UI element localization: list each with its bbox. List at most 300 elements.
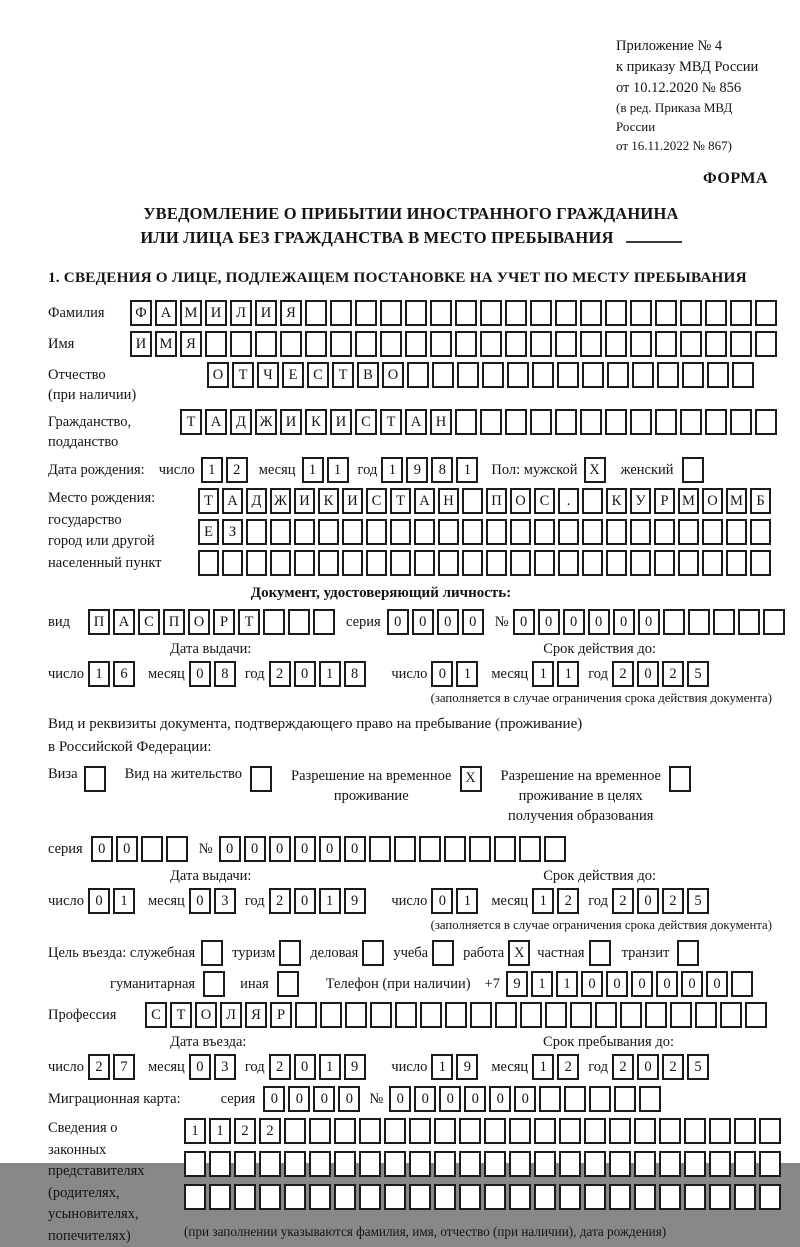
- char-box[interactable]: [580, 331, 602, 357]
- char-box[interactable]: [434, 1151, 456, 1177]
- char-box[interactable]: [470, 1002, 492, 1028]
- char-box[interactable]: 0: [637, 1054, 659, 1080]
- char-box[interactable]: [345, 1002, 367, 1028]
- char-box[interactable]: 8: [214, 661, 236, 687]
- char-box[interactable]: [584, 1184, 606, 1210]
- char-box[interactable]: [309, 1151, 331, 1177]
- char-box[interactable]: [755, 409, 777, 435]
- char-box[interactable]: [438, 519, 459, 545]
- char-box[interactable]: Ж: [270, 488, 291, 514]
- char-box[interactable]: [342, 550, 363, 576]
- char-box[interactable]: Т: [198, 488, 219, 514]
- char-box[interactable]: 1: [456, 457, 478, 483]
- char-box[interactable]: [313, 609, 335, 635]
- char-box[interactable]: 0: [656, 971, 678, 997]
- char-box[interactable]: [259, 1184, 281, 1210]
- char-box[interactable]: [655, 331, 677, 357]
- char-box[interactable]: 5: [687, 888, 709, 914]
- char-box[interactable]: А: [113, 609, 135, 635]
- char-box[interactable]: 1: [209, 1118, 231, 1144]
- char-box[interactable]: С: [355, 409, 377, 435]
- char-box[interactable]: [620, 1002, 642, 1028]
- char-box[interactable]: [584, 1151, 606, 1177]
- char-box[interactable]: [246, 550, 267, 576]
- char-box[interactable]: Т: [170, 1002, 192, 1028]
- char-box[interactable]: [409, 1184, 431, 1210]
- char-box[interactable]: 1: [319, 1054, 341, 1080]
- char-box[interactable]: [654, 550, 675, 576]
- char-box[interactable]: [582, 550, 603, 576]
- char-box[interactable]: [720, 1002, 742, 1028]
- char-box[interactable]: Б: [750, 488, 771, 514]
- char-box[interactable]: [280, 331, 302, 357]
- char-box[interactable]: 8: [344, 661, 366, 687]
- char-box[interactable]: [457, 362, 479, 388]
- char-box[interactable]: [709, 1118, 731, 1144]
- char-box[interactable]: [639, 1086, 661, 1112]
- char-box[interactable]: 1: [302, 457, 324, 483]
- char-box[interactable]: [558, 519, 579, 545]
- char-box[interactable]: [484, 1118, 506, 1144]
- char-box[interactable]: 0: [431, 661, 453, 687]
- char-box[interactable]: Т: [238, 609, 260, 635]
- char-box[interactable]: [407, 362, 429, 388]
- char-box[interactable]: 0: [387, 609, 409, 635]
- char-box[interactable]: .: [558, 488, 579, 514]
- char-box[interactable]: [730, 331, 752, 357]
- char-box[interactable]: В: [357, 362, 379, 388]
- char-box[interactable]: [606, 519, 627, 545]
- char-box[interactable]: О: [510, 488, 531, 514]
- char-box[interactable]: [682, 457, 704, 483]
- char-box[interactable]: [305, 300, 327, 326]
- char-box[interactable]: А: [414, 488, 435, 514]
- char-box[interactable]: [730, 300, 752, 326]
- char-box[interactable]: [659, 1184, 681, 1210]
- char-box[interactable]: З: [222, 519, 243, 545]
- char-box[interactable]: [505, 331, 527, 357]
- char-box[interactable]: [419, 836, 441, 862]
- char-box[interactable]: [309, 1118, 331, 1144]
- char-box[interactable]: М: [678, 488, 699, 514]
- char-box[interactable]: 1: [532, 661, 554, 687]
- char-box[interactable]: [459, 1118, 481, 1144]
- char-box[interactable]: [432, 940, 454, 966]
- char-box[interactable]: [534, 550, 555, 576]
- char-box[interactable]: [684, 1184, 706, 1210]
- char-box[interactable]: [370, 1002, 392, 1028]
- char-box[interactable]: 2: [269, 888, 291, 914]
- char-box[interactable]: [430, 300, 452, 326]
- char-box[interactable]: [394, 836, 416, 862]
- char-box[interactable]: [534, 519, 555, 545]
- char-box[interactable]: И: [130, 331, 152, 357]
- char-box[interactable]: [455, 331, 477, 357]
- char-box[interactable]: [738, 609, 760, 635]
- char-box[interactable]: [559, 1151, 581, 1177]
- char-box[interactable]: [279, 940, 301, 966]
- char-box[interactable]: [534, 1151, 556, 1177]
- char-box[interactable]: [705, 300, 727, 326]
- char-box[interactable]: [580, 300, 602, 326]
- char-box[interactable]: [659, 1151, 681, 1177]
- char-box[interactable]: [734, 1184, 756, 1210]
- char-box[interactable]: [634, 1184, 656, 1210]
- char-box[interactable]: 0: [513, 609, 535, 635]
- char-box[interactable]: 0: [269, 836, 291, 862]
- char-box[interactable]: [84, 766, 106, 792]
- char-box[interactable]: [380, 331, 402, 357]
- char-box[interactable]: [595, 1002, 617, 1028]
- char-box[interactable]: 2: [612, 888, 634, 914]
- char-box[interactable]: [634, 1118, 656, 1144]
- char-box[interactable]: [645, 1002, 667, 1028]
- char-box[interactable]: 1: [327, 457, 349, 483]
- char-box[interactable]: К: [606, 488, 627, 514]
- char-box[interactable]: [288, 609, 310, 635]
- char-box[interactable]: 2: [226, 457, 248, 483]
- char-box[interactable]: [678, 550, 699, 576]
- char-box[interactable]: 1: [201, 457, 223, 483]
- char-box[interactable]: [432, 362, 454, 388]
- char-box[interactable]: 1: [531, 971, 553, 997]
- char-box[interactable]: [534, 1118, 556, 1144]
- char-box[interactable]: [606, 550, 627, 576]
- char-box[interactable]: [732, 362, 754, 388]
- char-box[interactable]: М: [155, 331, 177, 357]
- char-box[interactable]: [519, 836, 541, 862]
- char-box[interactable]: [609, 1184, 631, 1210]
- char-box[interactable]: [284, 1118, 306, 1144]
- char-box[interactable]: [734, 1151, 756, 1177]
- char-box[interactable]: [510, 519, 531, 545]
- char-box[interactable]: Т: [332, 362, 354, 388]
- char-box[interactable]: 5: [687, 661, 709, 687]
- char-box[interactable]: [688, 609, 710, 635]
- char-box[interactable]: [222, 550, 243, 576]
- char-box[interactable]: [682, 362, 704, 388]
- char-box[interactable]: 0: [244, 836, 266, 862]
- char-box[interactable]: [430, 331, 452, 357]
- char-box[interactable]: [763, 609, 785, 635]
- char-box[interactable]: [702, 550, 723, 576]
- char-box[interactable]: 0: [414, 1086, 436, 1112]
- char-box[interactable]: Е: [282, 362, 304, 388]
- char-box[interactable]: Т: [390, 488, 411, 514]
- char-box[interactable]: [480, 300, 502, 326]
- char-box[interactable]: [570, 1002, 592, 1028]
- char-box[interactable]: [532, 362, 554, 388]
- char-box[interactable]: [495, 1002, 517, 1028]
- char-box[interactable]: Ч: [257, 362, 279, 388]
- char-box[interactable]: [609, 1118, 631, 1144]
- char-box[interactable]: 1: [456, 661, 478, 687]
- char-box[interactable]: Ж: [255, 409, 277, 435]
- char-box[interactable]: [755, 331, 777, 357]
- char-box[interactable]: Ф: [130, 300, 152, 326]
- char-box[interactable]: О: [382, 362, 404, 388]
- char-box[interactable]: X: [460, 766, 482, 792]
- char-box[interactable]: И: [294, 488, 315, 514]
- char-box[interactable]: М: [726, 488, 747, 514]
- char-box[interactable]: [734, 1118, 756, 1144]
- char-box[interactable]: [544, 836, 566, 862]
- char-box[interactable]: А: [222, 488, 243, 514]
- char-box[interactable]: 0: [263, 1086, 285, 1112]
- char-box[interactable]: [713, 609, 735, 635]
- char-box[interactable]: [580, 409, 602, 435]
- char-box[interactable]: 7: [113, 1054, 135, 1080]
- char-box[interactable]: 0: [219, 836, 241, 862]
- char-box[interactable]: И: [255, 300, 277, 326]
- char-box[interactable]: X: [584, 457, 606, 483]
- char-box[interactable]: [444, 836, 466, 862]
- char-box[interactable]: [726, 550, 747, 576]
- char-box[interactable]: 0: [431, 888, 453, 914]
- char-box[interactable]: 0: [116, 836, 138, 862]
- char-box[interactable]: [755, 300, 777, 326]
- char-box[interactable]: [584, 1118, 606, 1144]
- char-box[interactable]: [680, 331, 702, 357]
- char-box[interactable]: П: [163, 609, 185, 635]
- char-box[interactable]: [530, 300, 552, 326]
- char-box[interactable]: [230, 331, 252, 357]
- char-box[interactable]: [726, 519, 747, 545]
- char-box[interactable]: [234, 1151, 256, 1177]
- char-box[interactable]: 2: [662, 888, 684, 914]
- char-box[interactable]: 9: [344, 1054, 366, 1080]
- char-box[interactable]: 0: [189, 661, 211, 687]
- char-box[interactable]: 1: [184, 1118, 206, 1144]
- char-box[interactable]: 0: [514, 1086, 536, 1112]
- char-box[interactable]: К: [305, 409, 327, 435]
- char-box[interactable]: Л: [230, 300, 252, 326]
- char-box[interactable]: 2: [88, 1054, 110, 1080]
- char-box[interactable]: [305, 331, 327, 357]
- char-box[interactable]: [250, 766, 272, 792]
- char-box[interactable]: [277, 971, 299, 997]
- char-box[interactable]: [630, 331, 652, 357]
- char-box[interactable]: [362, 940, 384, 966]
- char-box[interactable]: А: [405, 409, 427, 435]
- char-box[interactable]: О: [207, 362, 229, 388]
- char-box[interactable]: [505, 300, 527, 326]
- char-box[interactable]: [705, 331, 727, 357]
- char-box[interactable]: С: [534, 488, 555, 514]
- char-box[interactable]: Д: [230, 409, 252, 435]
- char-box[interactable]: [320, 1002, 342, 1028]
- char-box[interactable]: 0: [294, 836, 316, 862]
- char-box[interactable]: [677, 940, 699, 966]
- char-box[interactable]: [680, 300, 702, 326]
- char-box[interactable]: [334, 1118, 356, 1144]
- char-box[interactable]: [759, 1151, 781, 1177]
- char-box[interactable]: Д: [246, 488, 267, 514]
- char-box[interactable]: 1: [557, 661, 579, 687]
- char-box[interactable]: Т: [380, 409, 402, 435]
- char-box[interactable]: [630, 300, 652, 326]
- char-box[interactable]: 1: [113, 888, 135, 914]
- char-box[interactable]: Л: [220, 1002, 242, 1028]
- char-box[interactable]: [409, 1151, 431, 1177]
- char-box[interactable]: Т: [232, 362, 254, 388]
- char-box[interactable]: К: [318, 488, 339, 514]
- char-box[interactable]: 1: [456, 888, 478, 914]
- char-box[interactable]: 0: [613, 609, 635, 635]
- char-box[interactable]: 1: [88, 661, 110, 687]
- char-box[interactable]: 0: [389, 1086, 411, 1112]
- char-box[interactable]: 3: [214, 888, 236, 914]
- char-box[interactable]: [166, 836, 188, 862]
- char-box[interactable]: [380, 300, 402, 326]
- char-box[interactable]: А: [155, 300, 177, 326]
- char-box[interactable]: [209, 1184, 231, 1210]
- char-box[interactable]: [455, 409, 477, 435]
- char-box[interactable]: [384, 1184, 406, 1210]
- char-box[interactable]: [731, 971, 753, 997]
- char-box[interactable]: 1: [381, 457, 403, 483]
- char-box[interactable]: [520, 1002, 542, 1028]
- char-box[interactable]: 9: [456, 1054, 478, 1080]
- char-box[interactable]: 0: [338, 1086, 360, 1112]
- char-box[interactable]: [663, 609, 685, 635]
- char-box[interactable]: [480, 409, 502, 435]
- char-box[interactable]: О: [195, 1002, 217, 1028]
- char-box[interactable]: [255, 331, 277, 357]
- char-box[interactable]: 1: [556, 971, 578, 997]
- char-box[interactable]: [705, 409, 727, 435]
- char-box[interactable]: [555, 409, 577, 435]
- char-box[interactable]: 2: [234, 1118, 256, 1144]
- char-box[interactable]: [680, 409, 702, 435]
- char-box[interactable]: 2: [269, 661, 291, 687]
- char-box[interactable]: 0: [637, 661, 659, 687]
- char-box[interactable]: [709, 1151, 731, 1177]
- char-box[interactable]: 3: [214, 1054, 236, 1080]
- char-box[interactable]: [334, 1184, 356, 1210]
- char-box[interactable]: Р: [270, 1002, 292, 1028]
- char-box[interactable]: И: [280, 409, 302, 435]
- char-box[interactable]: 2: [612, 1054, 634, 1080]
- char-box[interactable]: [414, 519, 435, 545]
- char-box[interactable]: [384, 1118, 406, 1144]
- char-box[interactable]: [745, 1002, 767, 1028]
- char-box[interactable]: [405, 331, 427, 357]
- char-box[interactable]: [469, 836, 491, 862]
- char-box[interactable]: [486, 550, 507, 576]
- char-box[interactable]: [295, 1002, 317, 1028]
- char-box[interactable]: Я: [280, 300, 302, 326]
- char-box[interactable]: С: [145, 1002, 167, 1028]
- char-box[interactable]: [589, 940, 611, 966]
- char-box[interactable]: 1: [319, 888, 341, 914]
- char-box[interactable]: [384, 1151, 406, 1177]
- char-box[interactable]: Я: [180, 331, 202, 357]
- char-box[interactable]: [582, 519, 603, 545]
- char-box[interactable]: [695, 1002, 717, 1028]
- char-box[interactable]: 0: [538, 609, 560, 635]
- char-box[interactable]: [284, 1151, 306, 1177]
- char-box[interactable]: Я: [245, 1002, 267, 1028]
- char-box[interactable]: [730, 409, 752, 435]
- char-box[interactable]: [684, 1118, 706, 1144]
- char-box[interactable]: 1: [431, 1054, 453, 1080]
- char-box[interactable]: [462, 488, 483, 514]
- char-box[interactable]: Р: [213, 609, 235, 635]
- char-box[interactable]: П: [88, 609, 110, 635]
- char-box[interactable]: 0: [439, 1086, 461, 1112]
- char-box[interactable]: [330, 331, 352, 357]
- char-box[interactable]: [484, 1184, 506, 1210]
- char-box[interactable]: [509, 1118, 531, 1144]
- char-box[interactable]: [632, 362, 654, 388]
- char-box[interactable]: [534, 1184, 556, 1210]
- char-box[interactable]: [759, 1184, 781, 1210]
- char-box[interactable]: [405, 300, 427, 326]
- char-box[interactable]: [582, 362, 604, 388]
- char-box[interactable]: И: [205, 300, 227, 326]
- char-box[interactable]: О: [188, 609, 210, 635]
- char-box[interactable]: [366, 519, 387, 545]
- char-box[interactable]: [318, 519, 339, 545]
- char-box[interactable]: [589, 1086, 611, 1112]
- char-box[interactable]: 0: [319, 836, 341, 862]
- char-box[interactable]: [434, 1184, 456, 1210]
- char-box[interactable]: 2: [259, 1118, 281, 1144]
- char-box[interactable]: С: [307, 362, 329, 388]
- char-box[interactable]: 0: [464, 1086, 486, 1112]
- char-box[interactable]: [390, 550, 411, 576]
- char-box[interactable]: 0: [706, 971, 728, 997]
- char-box[interactable]: И: [330, 409, 352, 435]
- char-box[interactable]: [684, 1151, 706, 1177]
- char-box[interactable]: [438, 550, 459, 576]
- char-box[interactable]: 0: [412, 609, 434, 635]
- char-box[interactable]: [759, 1118, 781, 1144]
- char-box[interactable]: [482, 362, 504, 388]
- char-box[interactable]: Н: [438, 488, 459, 514]
- char-box[interactable]: [334, 1151, 356, 1177]
- char-box[interactable]: [564, 1086, 586, 1112]
- char-box[interactable]: [605, 300, 627, 326]
- char-box[interactable]: [486, 519, 507, 545]
- char-box[interactable]: 2: [612, 661, 634, 687]
- char-box[interactable]: [409, 1118, 431, 1144]
- char-box[interactable]: [605, 409, 627, 435]
- char-box[interactable]: [395, 1002, 417, 1028]
- char-box[interactable]: 2: [662, 1054, 684, 1080]
- char-box[interactable]: [609, 1151, 631, 1177]
- char-box[interactable]: 0: [88, 888, 110, 914]
- char-box[interactable]: [359, 1118, 381, 1144]
- char-box[interactable]: [507, 362, 529, 388]
- char-box[interactable]: 0: [588, 609, 610, 635]
- char-box[interactable]: 0: [681, 971, 703, 997]
- char-box[interactable]: [558, 550, 579, 576]
- char-box[interactable]: 9: [506, 971, 528, 997]
- char-box[interactable]: [555, 300, 577, 326]
- char-box[interactable]: [263, 609, 285, 635]
- char-box[interactable]: Р: [654, 488, 675, 514]
- char-box[interactable]: [659, 1118, 681, 1144]
- char-box[interactable]: [414, 550, 435, 576]
- char-box[interactable]: [709, 1184, 731, 1210]
- char-box[interactable]: 0: [563, 609, 585, 635]
- char-box[interactable]: 1: [319, 661, 341, 687]
- char-box[interactable]: [630, 550, 651, 576]
- char-box[interactable]: [205, 331, 227, 357]
- char-box[interactable]: [270, 519, 291, 545]
